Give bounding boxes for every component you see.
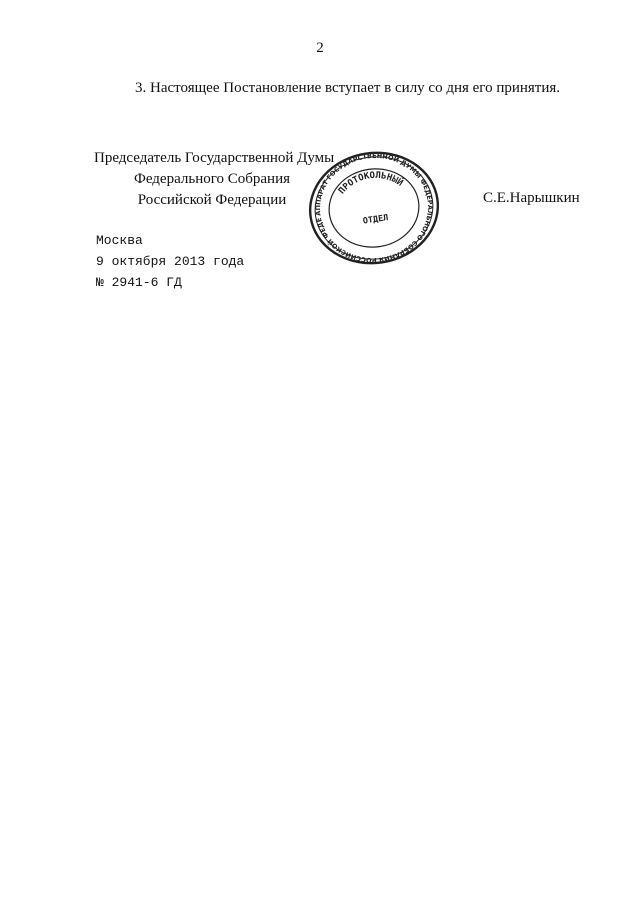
signatory-title-line-3: Российской Федерации <box>137 192 287 208</box>
signatory-title-line-2: Федерального Собрания <box>133 171 291 187</box>
signatory-title-line-1: Председатель Государственной Думы <box>94 150 335 166</box>
date: 9 октября 2013 года <box>96 254 245 269</box>
signatory-name: С.Е.Нарышкин <box>483 190 580 206</box>
official-seal-stamp <box>306 150 442 266</box>
seal-top-text: ПРОТОКОЛЬНЫЙ <box>337 170 405 197</box>
clause-3: 3. Настоящее Постановление вступает в силу со дня его принятия. <box>135 80 561 96</box>
place-date-block <box>96 230 244 293</box>
city: Москва <box>96 233 143 248</box>
seal-center-text: ОТДЕЛ <box>362 213 390 227</box>
document-number: № 2941-6 ГД <box>96 275 182 290</box>
signatory-title <box>92 148 335 211</box>
page-number: 2 <box>316 40 324 56</box>
seal-outer-text: АППАРАТ ГОСУДАРСТВЕННОЙ ДУМЫ ФЕДЕРАЛЬНОГО СОБРАНИЯ РОССИЙСКОЙ ФЕДЕРАЦИИ <box>314 151 434 265</box>
svg-text:ПРОТОКОЛЬНЫЙ <box>335 166 407 197</box>
